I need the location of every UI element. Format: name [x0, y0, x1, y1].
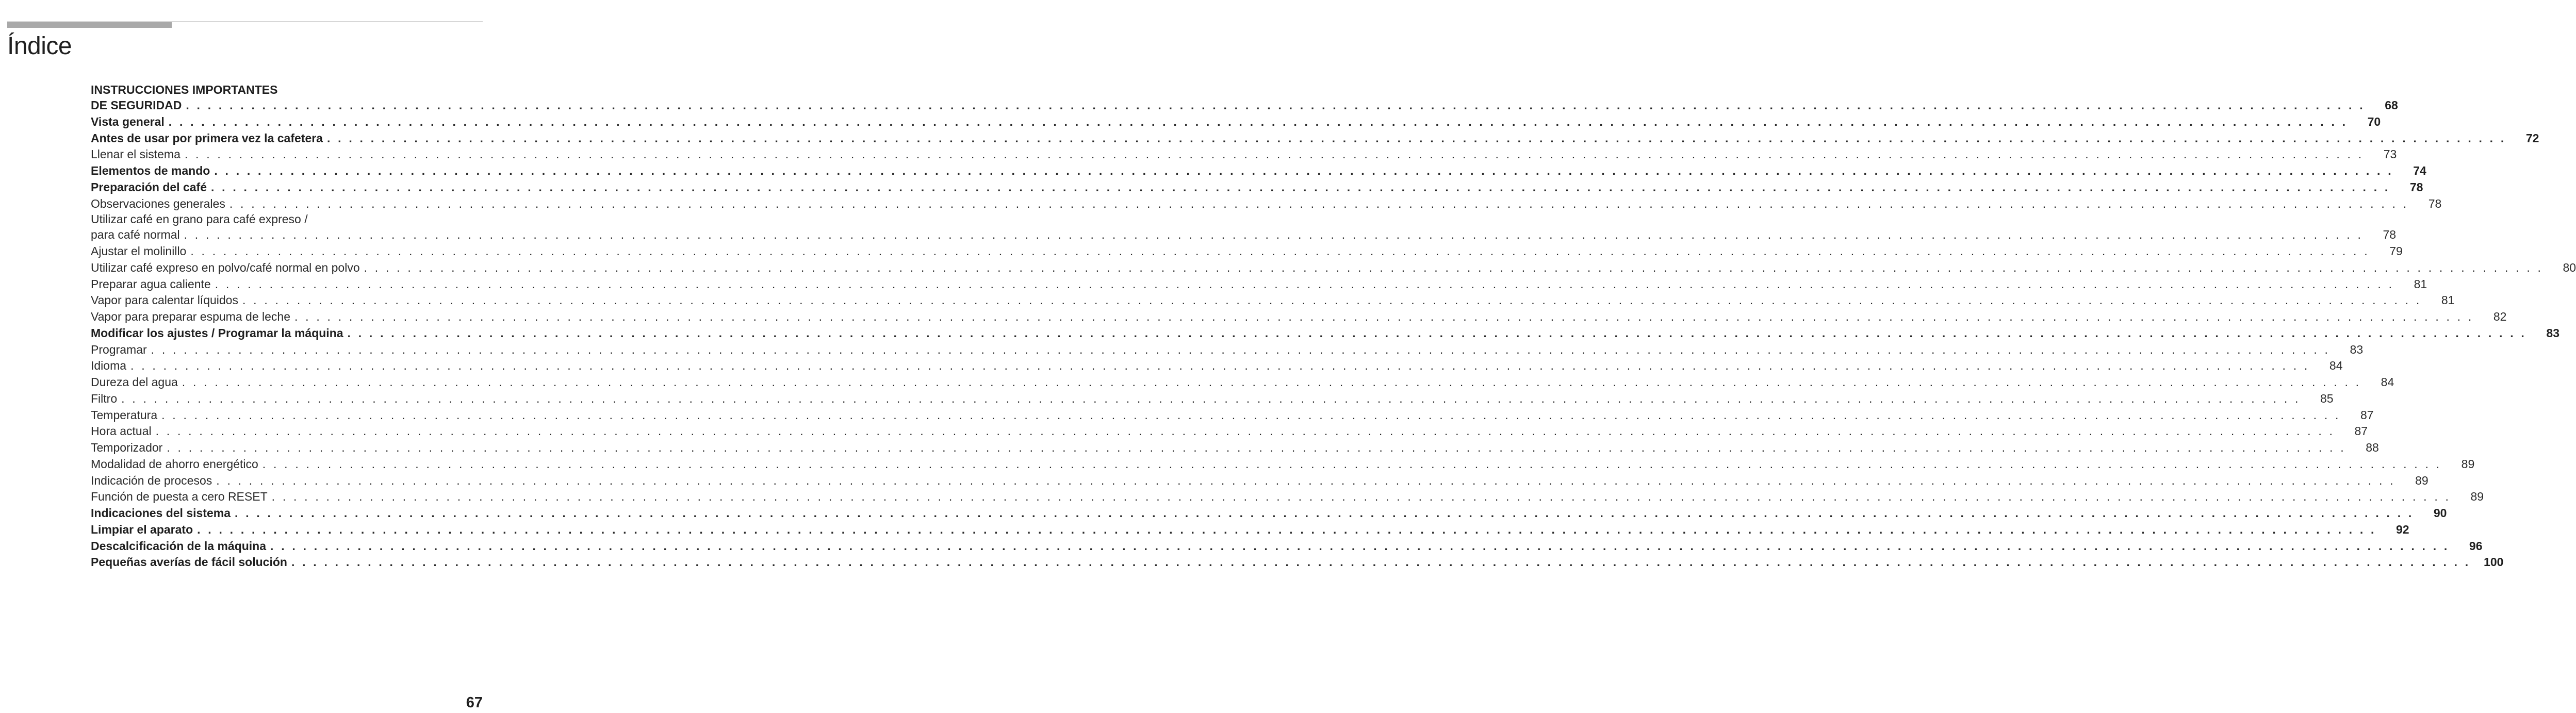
dot-leader: . . . . . . . . . . . . . . . . . . . . . . . . . . . . . . . . . . . . . . . . . . . . . . . . . . . . . . . . . . . . . . . . . . . . . . . . . . . . . . . . . . . . . . . . . . . . . . . . . . . . . . . . . . . . . . . . . . . . . . . . . . . . . . . . . . . . . . . . . . . . . . . . . . . . . . . . . . . . . . . . . . . . . . . . . . . . . . . . . . . . . . . . . . . . . . . . . . . . . . . . [262, 457, 2442, 471]
toc-entry [91, 374, 2394, 391]
toc-entry-line [91, 130, 2539, 147]
dot-leader: . . . . . . . . . . . . . . . . . . . . . . . . . . . . . . . . . . . . . . . . . . . . . . . . . . . . . . . . . . . . . . . . . . . . . . . . . . . . . . . . . . . . . . . . . . . . . . . . . . . . . . . . . . . . . . . . . . . . . . . . . . . . . . . . . . . . . . . . . . . . . . . . . . . . . . . . . . . . . . . . . . . . . . . . . . . . . . . . . . . . . . . . . . . . . . . . . . . . . . . . [216, 473, 2395, 487]
toc-entry-page: 81 [2414, 277, 2427, 291]
toc-entry-line [91, 407, 2374, 424]
toc-entry-page: 79 [2389, 244, 2403, 258]
toc-entry [91, 554, 2504, 571]
toc-entry-page: 70 [2367, 114, 2381, 128]
toc-entry-page: 78 [2409, 180, 2423, 194]
dot-leader: . . . . . . . . . . . . . . . . . . . . . . . . . . . . . . . . . . . . . . . . . . . . . . . . . . . . . . . . . . . . . . . . . . . . . . . . . . . . . . . . . . . . . . . . . . . . . . . . . . . . . . . . . . . . . . . . . . . . . . . . . . . . . . . . . . . . . . . . . . . . . . . . . . . . . . . . . . . . . . . . . . . . . . . . . . . . . . . . . . . . . . . . . . . . . . . . . . . . . . . . [215, 277, 2394, 291]
toc-entry-line [91, 292, 2455, 309]
toc-entry-label: Dureza del agua [91, 375, 178, 389]
toc-entry [91, 342, 2364, 358]
dot-leader: . . . . . . . . . . . . . . . . . . . . . . . . . . . . . . . . . . . . . . . . . . . . . . . . . . . . . . . . . . . . . . . . . . . . . . . . . . . . . . . . . . . . . . . . . . . . . . . . . . . . . . . . . . . . . . . . . . . . . . . . . . . . . . . . . . . . . . . . . . . . . . . . . . . . . . . . . . . . . . . . . . . . . . . . . . . . . . . . . . . . . . . . . . . . . . . . . . . . . . . . [270, 539, 2450, 553]
toc-entry-page: 87 [2360, 408, 2374, 422]
toc-entry [91, 423, 2368, 440]
toc-entry-line [91, 538, 2483, 555]
toc-entry-label: Limpiar el aparato [91, 522, 193, 536]
toc-entry [91, 391, 2334, 407]
toc-entry [91, 489, 2484, 505]
dot-leader: . . . . . . . . . . . . . . . . . . . . . . . . . . . . . . . . . . . . . . . . . . . . . . . . . . . . . . . . . . . . . . . . . . . . . . . . . . . . . . . . . . . . . . . . . . . . . . . . . . . . . . . . . . . . . . . . . . . . . . . . . . . . . . . . . . . . . . . . . . . . . . . . . . . . . . . . . . . . . . . . . . . . . . . . . . . . . . . . . . . . . . . . . . . . . . . . . . . . . . . . [130, 359, 2310, 373]
toc-entry-label: Preparar agua caliente [91, 277, 211, 291]
dot-leader: . . . . . . . . . . . . . . . . . . . . . . . . . . . . . . . . . . . . . . . . . . . . . . . . . . . . . . . . . . . . . . . . . . . . . . . . . . . . . . . . . . . . . . . . . . . . . . . . . . . . . . . . . . . . . . . . . . . . . . . . . . . . . . . . . . . . . . . . . . . . . . . . . . . . . . . . . . . . . . . . . . . . . . . . . . . . . . . . . . . . . . . . . . . . . . . . . . . . . . . . [326, 131, 2506, 145]
toc-entry-label: Modalidad de ahorro energético [91, 457, 258, 471]
page-number: 67 [466, 694, 483, 711]
toc-entry-first-line: INSTRUCCIONES IMPORTANTES [91, 83, 278, 96]
toc-entry-line [91, 114, 2381, 130]
toc-entry-label: Modificar los ajustes / Programar la máquina [91, 326, 343, 340]
toc-entry-page: 78 [2428, 196, 2442, 210]
toc-entry-label: Filtro [91, 391, 118, 405]
toc-entry-page: 81 [2441, 293, 2455, 307]
toc-entry [91, 505, 2447, 522]
toc-entry-page: 83 [2546, 326, 2560, 340]
toc-entry-page: 90 [2433, 506, 2447, 520]
toc-entry [91, 260, 2576, 276]
dot-leader: . . . . . . . . . . . . . . . . . . . . . . . . . . . . . . . . . . . . . . . . . . . . . . . . . . . . . . . . . . . . . . . . . . . . . . . . . . . . . . . . . . . . . . . . . . . . . . . . . . . . . . . . . . . . . . . . . . . . . . . . . . . . . . . . . . . . . . . . . . . . . . . . . . . . . . . . . . . . . . . . . . . . . . . . . . . . . . . . . . . . . . . . . . . . . . . . . . . . . . . . [184, 147, 2364, 161]
dot-leader: . . . . . . . . . . . . . . . . . . . . . . . . . . . . . . . . . . . . . . . . . . . . . . . . . . . . . . . . . . . . . . . . . . . . . . . . . . . . . . . . . . . . . . . . . . . . . . . . . . . . . . . . . . . . . . . . . . . . . . . . . . . . . . . . . . . . . . . . . . . . . . . . . . . . . . . . . . . . . . . . . . . . . . . . . . . . . . . . . . . . . . . . . . . . . . . . . . . . . . . . [229, 196, 2409, 210]
toc-entry-label: Temporizador [91, 441, 163, 454]
dot-leader: . . . . . . . . . . . . . . . . . . . . . . . . . . . . . . . . . . . . . . . . . . . . . . . . . . . . . . . . . . . . . . . . . . . . . . . . . . . . . . . . . . . . . . . . . . . . . . . . . . . . . . . . . . . . . . . . . . . . . . . . . . . . . . . . . . . . . . . . . . . . . . . . . . . . . . . . . . . . . . . . . . . . . . . . . . . . . . . . . . . . . . . . . . . . . . . . . . . . . . . . [197, 522, 2376, 536]
toc-entry-line [91, 179, 2423, 196]
toc-entry-page: 87 [2354, 424, 2368, 438]
toc-entry-page: 78 [2383, 228, 2397, 242]
toc-entry-label: Temperatura [91, 408, 158, 422]
toc-entry-label: Antes de usar por primera vez la cafetera [91, 131, 323, 145]
toc-entry-line [91, 374, 2394, 391]
toc-entry-line [91, 505, 2447, 522]
toc-entry-page: 92 [2396, 522, 2409, 536]
dot-leader: . . . . . . . . . . . . . . . . . . . . . . . . . . . . . . . . . . . . . . . . . . . . . . . . . . . . . . . . . . . . . . . . . . . . . . . . . . . . . . . . . . . . . . . . . . . . . . . . . . . . . . . . . . . . . . . . . . . . . . . . . . . . . . . . . . . . . . . . . . . . . . . . . . . . . . . . . . . . . . . . . . . . . . . . . . . . . . . . . . . . . . . . . . . . . . . . . . . . . . . . [235, 506, 2414, 520]
toc-entry-line [91, 227, 2397, 243]
toc-entry-first-line: Utilizar café en grano para café expreso / [91, 212, 308, 226]
toc-entry-label: Llenar el sistema [91, 147, 181, 161]
dot-leader: . . . . . . . . . . . . . . . . . . . . . . . . . . . . . . . . . . . . . . . . . . . . . . . . . . . . . . . . . . . . . . . . . . . . . . . . . . . . . . . . . . . . . . . . . . . . . . . . . . . . . . . . . . . . . . . . . . . . . . . . . . . . . . . . . . . . . . . . . . . . . . . . . . . . . . . . . . . . . . . . . . . . . . . . . . . . . . . . . . . . . . . . . . . . . . . . . . . . . . . . [161, 408, 2341, 422]
toc-entry-line [91, 325, 2560, 342]
toc-entry-line [91, 276, 2427, 293]
dot-leader: . . . . . . . . . . . . . . . . . . . . . . . . . . . . . . . . . . . . . . . . . . . . . . . . . . . . . . . . . . . . . . . . . . . . . . . . . . . . . . . . . . . . . . . . . . . . . . . . . . . . . . . . . . . . . . . . . . . . . . . . . . . . . . . . . . . . . . . . . . . . . . . . . . . . . . . . . . . . . . . . . . . . . . . . . . . . . . . . . . . . . . . . . . . . . . . . . . . . . . . . [211, 180, 2390, 194]
toc-entry [91, 196, 2442, 212]
dot-leader: . . . . . . . . . . . . . . . . . . . . . . . . . . . . . . . . . . . . . . . . . . . . . . . . . . . . . . . . . . . . . . . . . . . . . . . . . . . . . . . . . . . . . . . . . . . . . . . . . . . . . . . . . . . . . . . . . . . . . . . . . . . . . . . . . . . . . . . . . . . . . . . . . . . . . . . . . . . . . . . . . . . . . . . . . . . . . . . . . . . . . . . . . . . . . . . . . . . . . . . . [242, 293, 2422, 307]
toc-entry-label: Vapor para preparar espuma de leche [91, 310, 290, 323]
toc-entry-line [91, 196, 2442, 212]
toc-entry [91, 522, 2409, 538]
toc-entry-line [91, 440, 2379, 456]
toc-entry-line [91, 473, 2429, 489]
dot-leader: . . . . . . . . . . . . . . . . . . . . . . . . . . . . . . . . . . . . . . . . . . . . . . . . . . . . . . . . . . . . . . . . . . . . . . . . . . . . . . . . . . . . . . . . . . . . . . . . . . . . . . . . . . . . . . . . . . . . . . . . . . . . . . . . . . . . . . . . . . . . . . . . . . . . . . . . . . . . . . . . . . . . . . . . . . . . . . . . . . . . . . . . . . . . . . . . . . . . . . . . [291, 555, 2471, 569]
toc-entry-line [91, 260, 2576, 276]
toc-entry-label: Elementos de mando [91, 164, 210, 177]
toc-entry [91, 212, 2397, 243]
toc-entry-page: 84 [2381, 375, 2394, 389]
toc-entry-label: Vista general [91, 114, 165, 128]
dot-leader: . . . . . . . . . . . . . . . . . . . . . . . . . . . . . . . . . . . . . . . . . . . . . . . . . . . . . . . . . . . . . . . . . . . . . . . . . . . . . . . . . . . . . . . . . . . . . . . . . . . . . . . . . . . . . . . . . . . . . . . . . . . . . . . . . . . . . . . . . . . . . . . . . . . . . . . . . . . . . . . . . . . . . . . . . . . . . . . . . . . . . . . . . . . . . . . . . . . . . . . . [214, 164, 2393, 177]
toc-entry-label: Programar [91, 342, 147, 356]
toc-entry-page: 80 [2563, 260, 2576, 274]
toc-entry [91, 309, 2507, 325]
toc-entry-label: DE SEGURIDAD [91, 98, 182, 112]
toc-entry-line [91, 489, 2484, 505]
dot-leader: . . . . . . . . . . . . . . . . . . . . . . . . . . . . . . . . . . . . . . . . . . . . . . . . . . . . . . . . . . . . . . . . . . . . . . . . . . . . . . . . . . . . . . . . . . . . . . . . . . . . . . . . . . . . . . . . . . . . . . . . . . . . . . . . . . . . . . . . . . . . . . . . . . . . . . . . . . . . . . . . . . . . . . . . . . . . . . . . . . . . . . . . . . . . . . . . . . . . . . . . [294, 310, 2474, 323]
toc-entry [91, 82, 2398, 114]
toc-entry-page: 85 [2320, 391, 2334, 405]
table-of-contents [91, 82, 2576, 571]
toc-entry-label: Indicación de procesos [91, 473, 212, 487]
toc-entry-line [91, 97, 2398, 114]
toc-entry [91, 407, 2374, 424]
dot-leader: . . . . . . . . . . . . . . . . . . . . . . . . . . . . . . . . . . . . . . . . . . . . . . . . . . . . . . . . . . . . . . . . . . . . . . . . . . . . . . . . . . . . . . . . . . . . . . . . . . . . . . . . . . . . . . . . . . . . . . . . . . . . . . . . . . . . . . . . . . . . . . . . . . . . . . . . . . . . . . . . . . . . . . . . . . . . . . . . . . . . . . . . . . . . . . . . . . . . . . . . [167, 441, 2346, 454]
toc-entry-label: para café normal [91, 228, 180, 242]
toc-entry-line [91, 554, 2504, 571]
toc-entry-line [91, 163, 2426, 179]
toc-entry [91, 456, 2475, 473]
toc-entry-label: Observaciones generales [91, 196, 225, 210]
toc-entry [91, 292, 2455, 309]
toc-entry [91, 325, 2560, 342]
toc-entry-page: 88 [2366, 441, 2379, 454]
toc-entry-page: 74 [2413, 164, 2426, 177]
toc-entry-label: Preparación del café [91, 180, 207, 194]
toc-entry-label: Función de puesta a cero RESET [91, 490, 268, 504]
toc-entry [91, 179, 2423, 196]
toc-entry [91, 276, 2427, 293]
toc-entry [91, 243, 2403, 260]
toc-entry-line [91, 342, 2364, 358]
dot-leader: . . . . . . . . . . . . . . . . . . . . . . . . . . . . . . . . . . . . . . . . . . . . . . . . . . . . . . . . . . . . . . . . . . . . . . . . . . . . . . . . . . . . . . . . . . . . . . . . . . . . . . . . . . . . . . . . . . . . . . . . . . . . . . . . . . . . . . . . . . . . . . . . . . . . . . . . . . . . . . . . . . . . . . . . . . . . . . . . . . . . . . . . . . . . . . . . . . . . . . . . [190, 244, 2370, 258]
toc-entry-line [91, 243, 2403, 260]
toc-entry-label: Idioma [91, 359, 127, 373]
toc-entry-line [91, 358, 2343, 374]
toc-entry [91, 473, 2429, 489]
toc-entry [91, 440, 2379, 456]
header-accent-bar [7, 22, 172, 28]
toc-entry-line [91, 309, 2507, 325]
dot-leader: . . . . . . . . . . . . . . . . . . . . . . . . . . . . . . . . . . . . . . . . . . . . . . . . . . . . . . . . . . . . . . . . . . . . . . . . . . . . . . . . . . . . . . . . . . . . . . . . . . . . . . . . . . . . . . . . . . . . . . . . . . . . . . . . . . . . . . . . . . . . . . . . . . . . . . . . . . . . . . . . . . . . . . . . . . . . . . . . . . . . . . . . . . . . . . . . . . . . . . . . [155, 424, 2335, 438]
toc-entry-page: 100 [2484, 555, 2504, 569]
dot-leader: . . . . . . . . . . . . . . . . . . . . . . . . . . . . . . . . . . . . . . . . . . . . . . . . . . . . . . . . . . . . . . . . . . . . . . . . . . . . . . . . . . . . . . . . . . . . . . . . . . . . . . . . . . . . . . . . . . . . . . . . . . . . . . . . . . . . . . . . . . . . . . . . . . . . . . . . . . . . . . . . . . . . . . . . . . . . . . . . . . . . . . . . . . . . . . . . . . . . . . . . [121, 391, 2301, 405]
toc-entry-line [91, 522, 2409, 538]
toc-entry-label: Ajustar el molinillo [91, 244, 187, 258]
dot-leader: . . . . . . . . . . . . . . . . . . . . . . . . . . . . . . . . . . . . . . . . . . . . . . . . . . . . . . . . . . . . . . . . . . . . . . . . . . . . . . . . . . . . . . . . . . . . . . . . . . . . . . . . . . . . . . . . . . . . . . . . . . . . . . . . . . . . . . . . . . . . . . . . . . . . . . . . . . . . . . . . . . . . . . . . . . . . . . . . . . . . . . . . . . . . . . . . . . . . . . . . [151, 342, 2331, 356]
dot-leader: . . . . . . . . . . . . . . . . . . . . . . . . . . . . . . . . . . . . . . . . . . . . . . . . . . . . . . . . . . . . . . . . . . . . . . . . . . . . . . . . . . . . . . . . . . . . . . . . . . . . . . . . . . . . . . . . . . . . . . . . . . . . . . . . . . . . . . . . . . . . . . . . . . . . . . . . . . . . . . . . . . . . . . . . . . . . . . . . . . . . . . . . . . . . . . . . . . . . . . . . [182, 375, 2361, 389]
dot-leader: . . . . . . . . . . . . . . . . . . . . . . . . . . . . . . . . . . . . . . . . . . . . . . . . . . . . . . . . . . . . . . . . . . . . . . . . . . . . . . . . . . . . . . . . . . . . . . . . . . . . . . . . . . . . . . . . . . . . . . . . . . . . . . . . . . . . . . . . . . . . . . . . . . . . . . . . . . . . . . . . . . . . . . . . . . . . . . . . . . . . . . . . . . . . . . . . . . . . . . . . [186, 98, 2365, 112]
toc-entry [91, 538, 2483, 555]
toc-entry-label: Utilizar café expreso en polvo/café normal en polvo [91, 260, 360, 274]
toc-entry-page: 68 [2385, 98, 2398, 112]
dot-leader: . . . . . . . . . . . . . . . . . . . . . . . . . . . . . . . . . . . . . . . . . . . . . . . . . . . . . . . . . . . . . . . . . . . . . . . . . . . . . . . . . . . . . . . . . . . . . . . . . . . . . . . . . . . . . . . . . . . . . . . . . . . . . . . . . . . . . . . . . . . . . . . . . . . . . . . . . . . . . . . . . . . . . . . . . . . . . . . . . . . . . . . . . . . . . . . . . . . . . . . . [364, 260, 2544, 274]
toc-entry-label: Pequeñas averías de fácil solución [91, 555, 287, 569]
toc-entry-page: 83 [2350, 342, 2364, 356]
toc-entry-page: 89 [2470, 490, 2484, 504]
toc-entry-page: 96 [2469, 539, 2483, 553]
toc-entry-page: 84 [2329, 359, 2343, 373]
toc-entry-page: 89 [2461, 457, 2475, 471]
toc-entry-label: Indicaciones del sistema [91, 506, 231, 520]
toc-entry [91, 146, 2397, 163]
page-title: Índice [7, 32, 72, 60]
toc-entry-label: Descalcificación de la máquina [91, 539, 267, 553]
toc-entry-page: 72 [2525, 131, 2539, 145]
dot-leader: . . . . . . . . . . . . . . . . . . . . . . . . . . . . . . . . . . . . . . . . . . . . . . . . . . . . . . . . . . . . . . . . . . . . . . . . . . . . . . . . . . . . . . . . . . . . . . . . . . . . . . . . . . . . . . . . . . . . . . . . . . . . . . . . . . . . . . . . . . . . . . . . . . . . . . . . . . . . . . . . . . . . . . . . . . . . . . . . . . . . . . . . . . . . . . . . . . . . . . . . [271, 490, 2451, 504]
dot-leader: . . . . . . . . . . . . . . . . . . . . . . . . . . . . . . . . . . . . . . . . . . . . . . . . . . . . . . . . . . . . . . . . . . . . . . . . . . . . . . . . . . . . . . . . . . . . . . . . . . . . . . . . . . . . . . . . . . . . . . . . . . . . . . . . . . . . . . . . . . . . . . . . . . . . . . . . . . . . . . . . . . . . . . . . . . . . . . . . . . . . . . . . . . . . . . . . . . . . . . . . [347, 326, 2527, 340]
toc-entry-label: Hora actual [91, 424, 152, 438]
dot-leader: . . . . . . . . . . . . . . . . . . . . . . . . . . . . . . . . . . . . . . . . . . . . . . . . . . . . . . . . . . . . . . . . . . . . . . . . . . . . . . . . . . . . . . . . . . . . . . . . . . . . . . . . . . . . . . . . . . . . . . . . . . . . . . . . . . . . . . . . . . . . . . . . . . . . . . . . . . . . . . . . . . . . . . . . . . . . . . . . . . . . . . . . . . . . . . . . . . . . . . . . [184, 228, 2364, 242]
toc-entry-page: 82 [2493, 310, 2507, 323]
toc-entry-line [91, 391, 2334, 407]
toc-entry [91, 130, 2539, 147]
toc-entry-line [91, 456, 2475, 473]
toc-entry [91, 163, 2426, 179]
toc-entry-page: 73 [2383, 147, 2397, 161]
toc-entry [91, 358, 2343, 374]
toc-entry [91, 114, 2381, 130]
toc-entry-label: Vapor para calentar líquidos [91, 293, 238, 307]
toc-entry-page: 89 [2415, 473, 2429, 487]
toc-entry-line [91, 146, 2397, 163]
dot-leader: . . . . . . . . . . . . . . . . . . . . . . . . . . . . . . . . . . . . . . . . . . . . . . . . . . . . . . . . . . . . . . . . . . . . . . . . . . . . . . . . . . . . . . . . . . . . . . . . . . . . . . . . . . . . . . . . . . . . . . . . . . . . . . . . . . . . . . . . . . . . . . . . . . . . . . . . . . . . . . . . . . . . . . . . . . . . . . . . . . . . . . . . . . . . . . . . . . . . . . . . [168, 114, 2348, 128]
toc-entry-line [91, 423, 2368, 440]
